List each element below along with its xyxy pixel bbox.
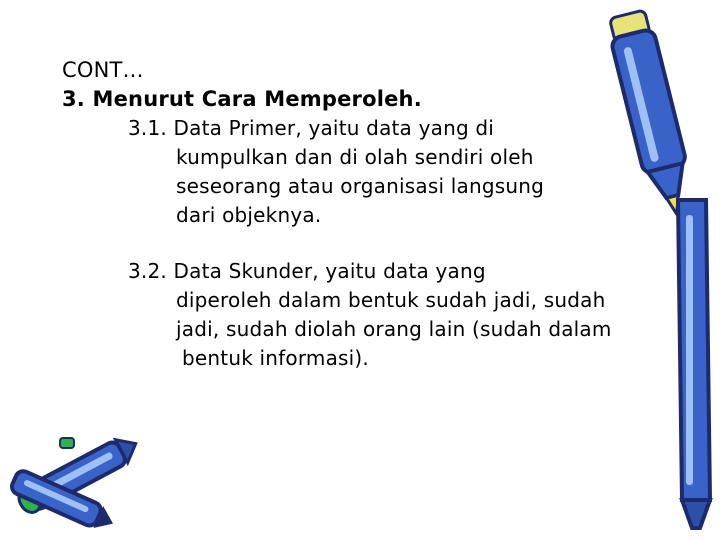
item-primer-line-4: dari objeknya. — [176, 203, 322, 227]
item-skunder-line-2: diperoleh dalam bentuk sudah jadi, sudah — [176, 288, 606, 312]
item-skunder-line-4: bentuk informasi). — [182, 346, 369, 370]
pen-icon — [596, 0, 720, 535]
slide-title: CONT… — [62, 58, 144, 82]
slide-subheading: 3. Menurut Cara Memperoleh. — [62, 87, 422, 111]
item-primer-line-2: kumpulkan dan di olah sendiri oleh — [176, 145, 534, 169]
item-skunder-line-1: 3.2. Data Skunder, yaitu data yang — [128, 259, 486, 283]
item-skunder-line-3: jadi, sudah diolah orang lain (sudah dalam — [176, 317, 612, 341]
item-primer-line-1: 3.1. Data Primer, yaitu data yang di — [128, 116, 495, 140]
item-primer-line-3: seseorang atau organisasi langsung — [176, 174, 545, 198]
crayons-icon — [0, 430, 150, 540]
